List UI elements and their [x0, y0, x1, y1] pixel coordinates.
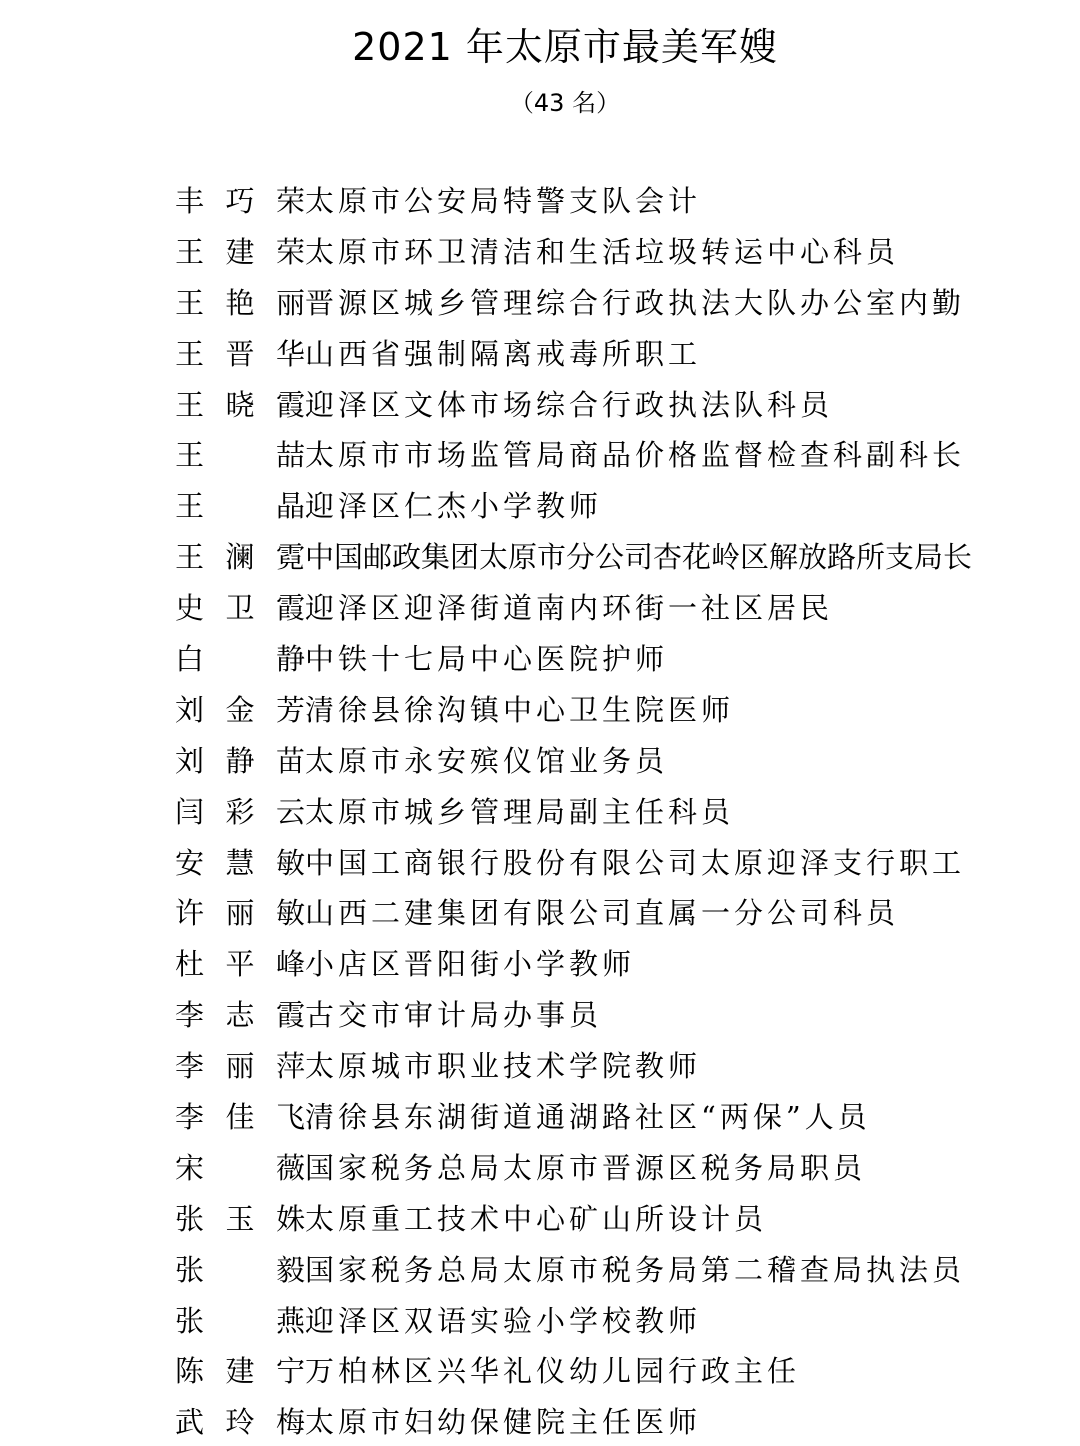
entry-name: 李 志 霞 [175, 998, 305, 1033]
list-item [175, 1192, 1055, 1243]
entry-name: 闫 彩 云 [175, 794, 305, 829]
entry-name: 安 慧 敏 [175, 845, 305, 880]
list-item [175, 632, 1055, 683]
list-item [175, 734, 1055, 785]
entry-name: 杜 平 峰 [175, 947, 305, 982]
entry-name: 刘 金 芳 [175, 692, 305, 727]
entry-description: 太原市环卫清洁和生活垃圾转运中心科员 [305, 234, 900, 269]
entry-description: 中国邮政集团太原市分公司杏花岭区解放路所支局长 [305, 540, 973, 575]
entry-name: 武 玲 梅 [175, 1405, 305, 1440]
page-title: 2021 年太原市最美军嫂 [352, 25, 778, 69]
entry-description: 太原市市场监管局商品价格监督检查科副科长 [305, 438, 966, 473]
entry-name: 张 玉 姝 [175, 1201, 305, 1236]
entry-name: 刘 静 苗 [175, 743, 305, 778]
entry-name: 史 卫 霞 [175, 591, 305, 626]
list-item [175, 886, 1055, 937]
entry-description: 中铁十七局中心医院护师 [305, 641, 669, 676]
entry-description: 山西省强制隔离戒毒所职工 [305, 336, 702, 371]
list-item [175, 327, 1055, 378]
entry-description: 太原重工技术中心矿山所设计员 [305, 1201, 768, 1236]
entry-description: 太原市永安殡仪馆业务员 [305, 743, 669, 778]
list-item [175, 581, 1055, 632]
entry-description: 国家税务总局太原市晋源区税务局职员 [305, 1150, 867, 1185]
list-item [175, 1090, 1055, 1141]
entry-description: 古交市审计局办事员 [305, 998, 603, 1033]
list-item [175, 479, 1055, 530]
entry-description: 太原市城乡管理局副主任科员 [305, 794, 735, 829]
entry-description: 国家税务总局太原市税务局第二稽查局执法员 [305, 1252, 966, 1287]
entry-description: 小店区晋阳街小学教师 [305, 947, 636, 982]
list-item [175, 174, 1055, 225]
entry-name: 陈 建 宁 [175, 1354, 305, 1389]
entry-name: 李 佳 飞 [175, 1099, 305, 1134]
list-item [175, 988, 1055, 1039]
entry-description: 山西二建集团有限公司直属一分公司科员 [305, 896, 900, 931]
entry-description: 太原市妇幼保健院主任医师 [305, 1405, 702, 1440]
entry-name: 张 燕 [175, 1303, 305, 1338]
list-item [175, 1294, 1055, 1345]
list-item [175, 1344, 1055, 1395]
entry-name: 张 毅 [175, 1252, 305, 1287]
entry-description: 太原市公安局特警支队会计 [305, 183, 702, 218]
entry-description: 迎泽区仁杰小学教师 [305, 489, 603, 524]
list-item [175, 1395, 1055, 1446]
entry-name: 许 丽 敏 [175, 896, 305, 931]
page-subtitle: （43 名） [509, 89, 621, 117]
list-item [175, 1039, 1055, 1090]
entry-description: 中国工商银行股份有限公司太原迎泽支行职工 [305, 845, 966, 880]
entry-name: 宋 薇 [175, 1150, 305, 1185]
entry-name: 王 澜 霓 [175, 540, 305, 575]
entry-name: 白 静 [175, 641, 305, 676]
list-item [175, 836, 1055, 887]
entry-description: 万柏林区兴华礼仪幼儿园行政主任 [305, 1354, 801, 1389]
entry-name: 丰 巧 荣 [175, 183, 305, 218]
list-item [175, 785, 1055, 836]
list-item [175, 225, 1055, 276]
entry-description: 清徐县徐沟镇中心卫生院医师 [305, 692, 735, 727]
entry-name: 王 艳 丽 [175, 285, 305, 320]
list-item [175, 937, 1055, 988]
entry-description: 迎泽区文体市场综合行政执法队科员 [305, 387, 834, 422]
entry-description: 迎泽区双语实验小学校教师 [305, 1303, 702, 1338]
entry-description: 太原城市职业技术学院教师 [305, 1049, 702, 1084]
entry-name: 王 喆 [175, 438, 305, 473]
entry-name: 王 晶 [175, 489, 305, 524]
entry-description: 晋源区城乡管理综合行政执法大队办公室内勤 [305, 285, 966, 320]
list-item [175, 683, 1055, 734]
entry-description: 迎泽区迎泽街道南内环街一社区居民 [305, 591, 834, 626]
list-item [175, 1141, 1055, 1192]
list-item [175, 276, 1055, 327]
entry-name: 王 晓 霞 [175, 387, 305, 422]
entry-list [175, 174, 1055, 1446]
list-item [175, 428, 1055, 479]
list-item [175, 378, 1055, 429]
entry-description: 清徐县东湖街道通湖路社区“两保”人员 [305, 1099, 871, 1134]
entry-name: 王 晋 华 [175, 336, 305, 371]
list-item [175, 1243, 1055, 1294]
entry-name: 李 丽 萍 [175, 1049, 305, 1084]
list-item [175, 530, 1055, 581]
entry-name: 王 建 荣 [175, 234, 305, 269]
